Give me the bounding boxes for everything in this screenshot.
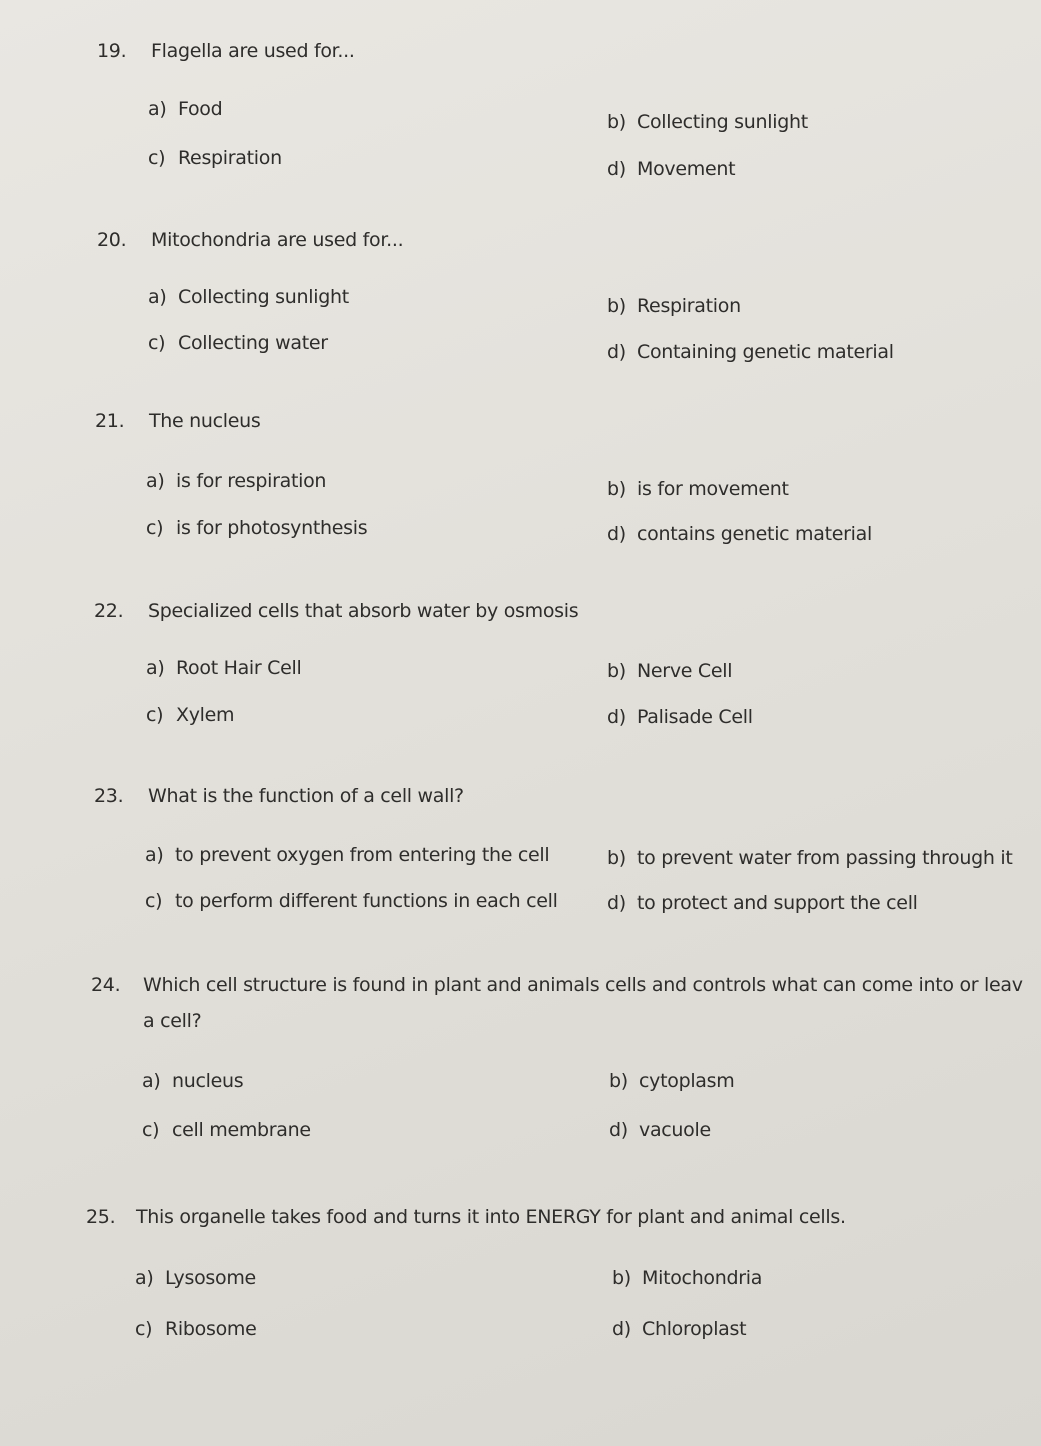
option-letter: d) (609, 1119, 628, 1141)
option-letter: b) (607, 111, 626, 133)
option-text: Collecting sunlight (178, 286, 349, 308)
question-text: This organelle takes food and turns it into ENERGY for plant and animal cells. (136, 1206, 846, 1228)
option-letter: a) (148, 98, 167, 120)
question-number: 24. (91, 974, 121, 996)
option-letter: b) (607, 847, 626, 869)
option-text: Chloroplast (642, 1318, 747, 1340)
option-text: Food (178, 98, 223, 120)
option-20-a (148, 284, 349, 310)
option-24-c (142, 1117, 311, 1143)
option-letter: c) (145, 890, 163, 912)
option-text: Xylem (176, 704, 235, 726)
option-19-d (607, 156, 735, 182)
option-letter: a) (148, 286, 167, 308)
option-text: Containing genetic material (637, 341, 894, 363)
option-text: cell membrane (172, 1119, 311, 1141)
option-21-c (146, 515, 367, 541)
option-letter: d) (607, 341, 626, 363)
question-24-continuation: a cell? (143, 1010, 202, 1032)
option-20-d (607, 339, 894, 365)
option-letter: a) (142, 1070, 161, 1092)
question-number: 23. (94, 785, 124, 807)
option-23-c (145, 888, 558, 914)
option-letter: b) (607, 660, 626, 682)
option-22-d (607, 704, 753, 730)
option-letter: d) (607, 706, 626, 728)
option-text: Ribosome (165, 1318, 257, 1340)
question-text: What is the function of a cell wall? (148, 785, 464, 807)
option-24-d (609, 1117, 711, 1143)
option-text: Respiration (178, 147, 282, 169)
option-text: nucleus (172, 1070, 244, 1092)
option-21-d (607, 521, 872, 547)
question-number: 20. (97, 229, 127, 251)
option-text: is for photosynthesis (176, 517, 368, 539)
option-letter: b) (607, 295, 626, 317)
question-text: The nucleus (149, 410, 261, 432)
option-letter: d) (607, 158, 626, 180)
option-letter: c) (146, 704, 164, 726)
question-number: 25. (86, 1206, 116, 1228)
option-letter: b) (612, 1267, 631, 1289)
question-number: 19. (97, 40, 127, 62)
option-23-b (607, 845, 1013, 871)
option-letter: c) (146, 517, 164, 539)
option-19-a (148, 96, 222, 122)
option-letter: c) (148, 332, 166, 354)
option-letter: a) (146, 470, 165, 492)
option-text: to prevent water from passing through it (637, 847, 1013, 869)
option-text: Lysosome (165, 1267, 256, 1289)
option-21-b (607, 476, 789, 502)
question-text: Mitochondria are used for... (151, 229, 404, 251)
option-20-b (607, 293, 741, 319)
option-text: Movement (637, 158, 736, 180)
option-23-d (607, 890, 918, 916)
option-24-b (609, 1068, 734, 1094)
option-text: to protect and support the cell (637, 892, 918, 914)
option-22-c (146, 702, 234, 728)
option-19-c (148, 145, 282, 171)
question-20 (97, 227, 403, 253)
question-25 (86, 1204, 846, 1230)
option-text: cytoplasm (639, 1070, 735, 1092)
question-23 (94, 783, 464, 809)
option-letter: a) (146, 657, 165, 679)
option-text: vacuole (639, 1119, 711, 1141)
option-letter: d) (607, 892, 626, 914)
question-text: Flagella are used for... (151, 40, 355, 62)
option-text: to perform different functions in each cell (175, 890, 558, 912)
option-22-b (607, 658, 732, 684)
option-text: to prevent oxygen from entering the cell (175, 844, 550, 866)
option-text: is for movement (637, 478, 789, 500)
option-letter: c) (148, 147, 166, 169)
option-text: is for respiration (176, 470, 327, 492)
option-text: Collecting water (178, 332, 328, 354)
question-24 (91, 972, 1041, 998)
option-text: Respiration (637, 295, 741, 317)
option-22-a (146, 655, 301, 681)
option-25-a (135, 1265, 256, 1291)
question-number: 22. (94, 600, 124, 622)
option-23-a (145, 842, 549, 868)
option-text: Palisade Cell (637, 706, 753, 728)
option-letter: a) (145, 844, 164, 866)
question-21 (95, 408, 261, 434)
question-number: 21. (95, 410, 125, 432)
option-21-a (146, 468, 326, 494)
option-letter: b) (607, 478, 626, 500)
option-letter: d) (612, 1318, 631, 1340)
question-22 (94, 598, 578, 624)
option-text: Nerve Cell (637, 660, 733, 682)
option-letter: b) (609, 1070, 628, 1092)
option-25-b (612, 1265, 762, 1291)
option-letter: c) (142, 1119, 160, 1141)
option-text: contains genetic material (637, 523, 872, 545)
option-text: Mitochondria (642, 1267, 763, 1289)
option-text: Collecting sunlight (637, 111, 808, 133)
question-text: Which cell structure is found in plant and animals cells and controls what can come into or leav (143, 974, 1023, 996)
option-letter: d) (607, 523, 626, 545)
question-text: Specialized cells that absorb water by osmosis (148, 600, 579, 622)
option-text: Root Hair Cell (176, 657, 302, 679)
question-19 (97, 38, 355, 64)
option-letter: c) (135, 1318, 153, 1340)
option-25-c (135, 1316, 257, 1342)
option-19-b (607, 109, 808, 135)
option-25-d (612, 1316, 746, 1342)
option-20-c (148, 330, 328, 356)
option-letter: a) (135, 1267, 154, 1289)
option-24-a (142, 1068, 243, 1094)
